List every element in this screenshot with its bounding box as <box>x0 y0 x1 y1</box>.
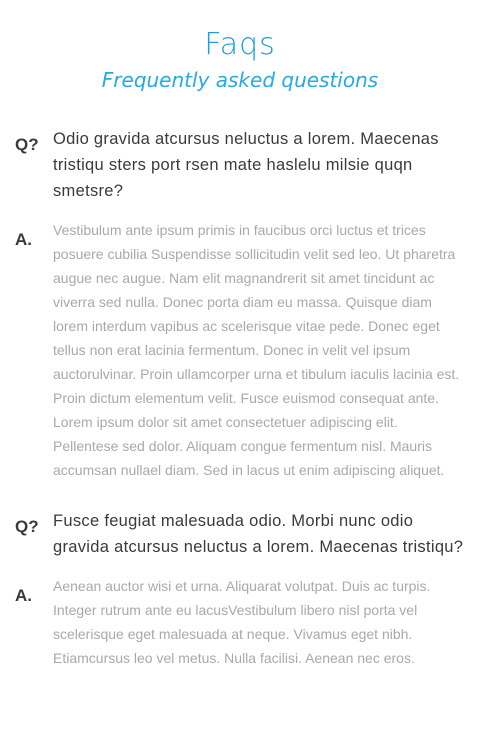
page-title: Faqs <box>204 27 276 62</box>
answer-marker: A. <box>15 230 32 249</box>
answer-row <box>15 218 465 482</box>
answer-text: Vestibulum ante ipsum primis in faucibus orci luctus et trices posuere cubilia Suspendisse sollicitudin velit sed leo. Ut pharetra augue nec augue. Nam elit magnandrerit sit amet tincidunt ac viverra sed nulla. Donec porta diam eu massa. Quisque diam lorem interdum vapibus ac scelerisque vitae pede. Donec eget tellus non erat lacinia fermentum. Donec in velit vel ipsum auctorulvinar. Proin ullamcorper urna et tibulum iaculis lacinia est. Proin dictum elementum velit. Fusce euismod consequat ante. Lorem ipsum dolor sit amet consectetuer adipiscing elit. Pellentese sed dolor. Aliquam congue fermentum nisl. Mauris accumsan nullael diam. Sed in lacus ut enim adipiscing aliquet. <box>53 222 460 478</box>
page-header <box>0 0 480 94</box>
faq-list <box>15 126 465 696</box>
faq-item <box>15 126 465 482</box>
question-row <box>15 508 465 560</box>
question-marker: Q? <box>15 517 39 536</box>
question-row <box>15 126 465 204</box>
faq-item <box>15 508 465 670</box>
question-text: Fusce feugiat malesuada odio. Morbi nunc odio gravida atcursus neluctus a lorem. Maecenas tristiqu? <box>53 512 464 556</box>
answer-text: Aenean auctor wisi et urna. Aliquarat volutpat. Duis ac turpis. Integer rutrum ante eu lacusVestibulum libero nisl porta vel scelerisque eget malesuada at neque. Vivamus eget nibh. Etiamcursus leo vel metus. Nulla facilisi. Aenean nec eros. <box>53 578 431 666</box>
question-text: Odio gravida atcursus neluctus a lorem. Maecenas tristiqu sters port rsen mate haslelu milsie quqn smetsre? <box>53 130 439 200</box>
answer-marker: A. <box>15 586 32 605</box>
question-marker: Q? <box>15 135 39 154</box>
answer-row <box>15 574 465 670</box>
page-subtitle: Frequently asked questions <box>101 68 379 92</box>
